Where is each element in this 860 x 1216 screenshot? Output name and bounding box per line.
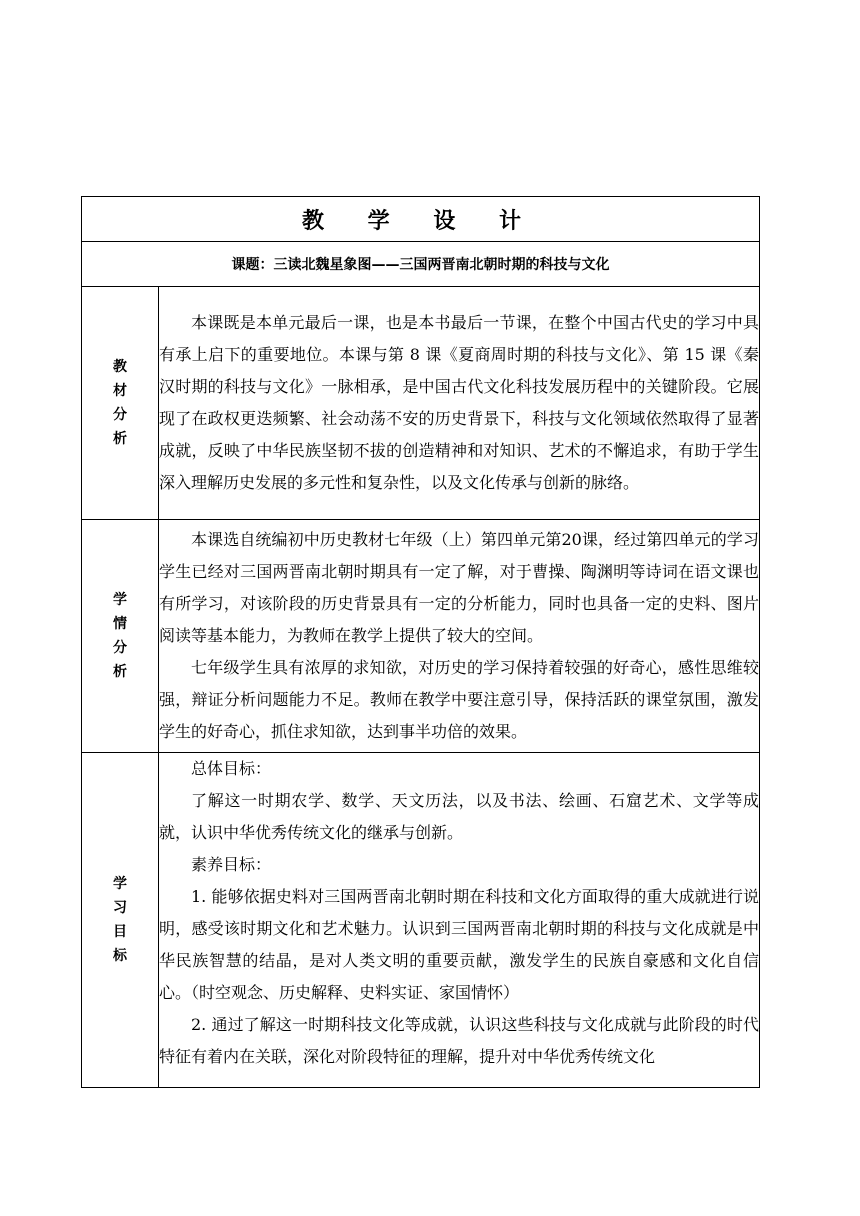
document-title: 教 学 设 计 [82, 197, 760, 242]
paragraph: 素养目标： [191, 855, 272, 874]
paragraph: 总体目标： [191, 759, 272, 778]
material-analysis-row [82, 287, 760, 520]
paragraph: 本课既是本单元最后一课，也是本书最后一节课，在整个中国古代史的学习中具有承上启下的重要地位。本课与第 8 课《夏商周时期的科技与文化》、第 15 课《秦汉时期的科技与文化》一脉相承，是中国古代文化科技发展历程中的关键阶段。它展现了在政权更迭频繁、社会动荡不安的历史背景下，科技与文化领域依然取得了显著成就，反映了中华民族坚韧不拔的创造精神和对知识、艺术的不懈追求，有助于学生深入理解历史发展的多元性和复杂性，以及文化传承与创新的脉络。 [159, 313, 759, 492]
learning-goals-content [159, 753, 760, 1088]
paragraph: 了解这一时期农学、数学、天文历法，以及书法、绘画、石窟艺术、文学等成就，认识中华优秀传统文化的继承与创新。 [159, 791, 759, 842]
material-analysis-label: 教 材 分 析 [82, 287, 159, 520]
teaching-design-table [81, 196, 760, 1088]
learning-goals-label: 学 习 目 标 [82, 753, 159, 1088]
title-row [82, 197, 760, 242]
material-analysis-content [159, 287, 760, 520]
paragraph: 七年级学生具有浓厚的求知欲，对历史的学习保持着较强的好奇心，感性思维较强，辩证分析问题能力不足。教师在教学中要注意引导，保持活跃的课堂氛围，激发学生的好奇心，抓住求知欲，达到事半功倍的效果。 [159, 658, 759, 741]
student-analysis-row [82, 520, 760, 753]
paragraph: 1. 能够依据史料对三国两晋南北朝时期在科技和文化方面取得的重大成就进行说明，感受该时期文化和艺术魅力。认识到三国两晋南北朝时期的科技与文化成就是中华民族智慧的结晶，是对人类文明的重要贡献，激发学生的民族自豪感和文化自信心。（时空观念、历史解释、史料实证、家国情怀） [159, 887, 759, 1002]
paragraph: 本课选自统编初中历史教材七年级（上）第四单元第20课，经过第四单元的学习学生已经对三国两晋南北朝时期具有一定了解，对于曹操、陶渊明等诗词在语文课也有所学习，对该阶段的历史背景具有一定的分析能力，同时也具备一定的史料、图片阅读等基本能力，为教师在教学上提供了较大的空间。 [159, 530, 759, 645]
learning-goals-row [82, 753, 760, 1088]
student-analysis-content [159, 520, 760, 753]
topic-row [82, 242, 760, 287]
student-analysis-label: 学 情 分 析 [82, 520, 159, 753]
lesson-topic: 课题：三读北魏星象图——三国两晋南北朝时期的科技与文化 [82, 242, 760, 287]
paragraph: 2. 通过了解这一时期科技文化等成就，认识这些科技与文化成就与此阶段的时代特征有着内在关联，深化对阶段特征的理解，提升对中华优秀传统文化 [159, 1015, 759, 1066]
